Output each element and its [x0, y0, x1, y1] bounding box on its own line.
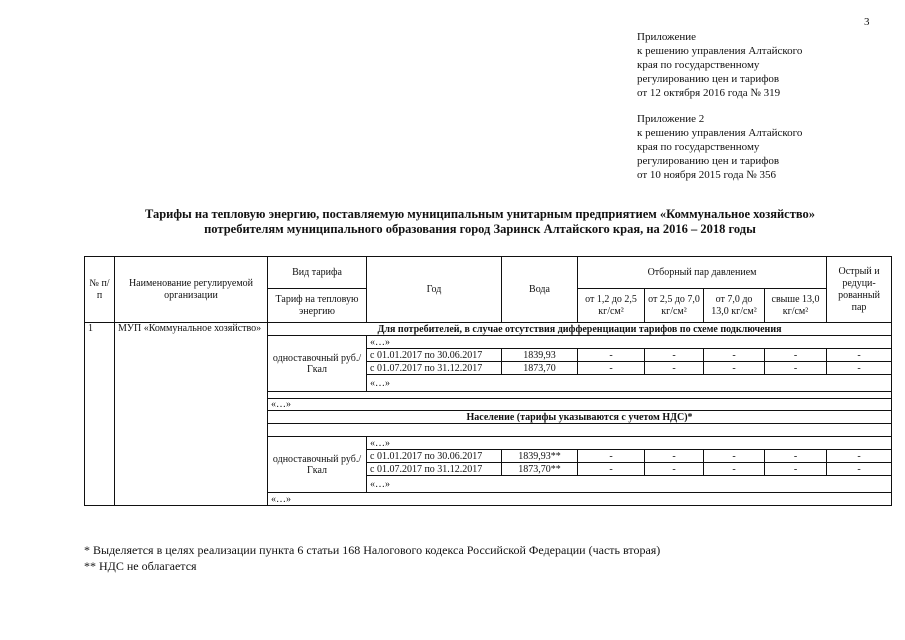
sharp-steam-cell: - — [827, 349, 892, 362]
org-name: МУП «Коммунальное хозяйство» — [115, 323, 268, 506]
pressure-1-cell: - — [578, 362, 645, 375]
section-2-ellipsis-bottom: «…» — [367, 476, 892, 493]
water-cell: 1873,70 — [502, 362, 578, 375]
spacer-cell — [268, 424, 892, 437]
header-year: Год — [367, 257, 502, 323]
appendix-1-line: от 12 октября 2016 года № 319 — [637, 87, 781, 99]
header-pressure-3: от 7,0 до 13,0 кг/см² — [704, 289, 765, 323]
header-tariff-sub: Тариф на тепловую энергию — [268, 289, 367, 323]
period-cell: с 01.01.2017 по 30.06.2017 — [367, 349, 502, 362]
row-number: 1 — [85, 323, 115, 506]
pressure-2-cell: - — [645, 362, 704, 375]
title-line-1: Тарифы на тепловую энергию, поставляемую муниципальным унитарным предприятием «Коммунальное хозяйство» — [144, 207, 816, 221]
header-water: Вода — [502, 257, 578, 323]
header-pressure-2: от 2,5 до 7,0 кг/см² — [645, 289, 704, 323]
appendix-2-line: регулированию цен и тарифов — [637, 155, 780, 167]
appendix-2-line: от 10 ноября 2015 года № 356 — [637, 169, 776, 181]
appendix-2-line: края по государственному — [637, 141, 760, 153]
pressure-1-cell: - — [578, 463, 645, 476]
period-cell: с 01.07.2017 по 31.12.2017 — [367, 463, 502, 476]
pressure-2-cell: - — [645, 450, 704, 463]
pressure-1-cell: - — [578, 450, 645, 463]
sharp-steam-cell: - — [827, 450, 892, 463]
pressure-4-cell: - — [765, 349, 827, 362]
title-line-2: потребителям муниципального образования город Заринск Алтайского края, на 2016 – 2018 годы — [204, 222, 756, 236]
footnote-vat-exempt: ** НДС не облагается — [84, 559, 197, 573]
sharp-steam-cell: - — [827, 463, 892, 476]
pressure-4-cell: - — [765, 463, 827, 476]
section-1-ellipsis-bottom: «…» — [367, 375, 892, 392]
water-cell: 1839,93 — [502, 349, 578, 362]
document-title — [80, 207, 880, 237]
header-sharp-steam: Острый и редуци-рованный пар — [827, 257, 892, 323]
section-2-title: Население (тарифы указываются с учетом НДС)* — [268, 411, 892, 424]
spacer-cell — [268, 392, 892, 399]
section-1-title-row — [85, 323, 892, 336]
section-2-tariff-label: одноставочный руб./Гкал — [268, 437, 367, 493]
pressure-3-cell: - — [704, 463, 765, 476]
section-1-ellipsis-top: «…» — [367, 336, 892, 349]
appendix-2-line: к решению управления Алтайского — [637, 127, 803, 139]
pressure-3-cell: - — [704, 349, 765, 362]
section-2-ellipsis-top: «…» — [367, 437, 892, 450]
pressure-4-cell: - — [765, 362, 827, 375]
header-pressure-4: свыше 13,0 кг/см² — [765, 289, 827, 323]
header-org: Наименование регулируемой организации — [115, 257, 268, 323]
appendix-1-line: регулированию цен и тарифов — [637, 73, 780, 85]
section-2-ellipsis-after: «…» — [268, 493, 892, 506]
appendix-1-line: к решению управления Алтайского — [637, 45, 803, 57]
water-cell: 1839,93** — [502, 450, 578, 463]
appendix-2-line: Приложение 2 — [637, 113, 705, 125]
pressure-4-cell: - — [765, 450, 827, 463]
header-num: № п/п — [85, 257, 115, 323]
header-tariff-type: Вид тарифа — [268, 257, 367, 289]
sharp-steam-cell: - — [827, 362, 892, 375]
header-pressure-1: от 1,2 до 2,5 кг/см² — [578, 289, 645, 323]
header-steam: Отборный пар давлением — [578, 257, 827, 289]
period-cell: с 01.07.2017 по 31.12.2017 — [367, 362, 502, 375]
footnote-vat-allocated: * Выделяется в целях реализации пункта 6 статьи 168 Налогового кодекса Российской Федерации (часть вторая) — [84, 543, 661, 557]
pressure-3-cell: - — [704, 362, 765, 375]
section-1-ellipsis-after: «…» — [268, 399, 892, 411]
period-cell: с 01.01.2017 по 30.06.2017 — [367, 450, 502, 463]
appendix-1-line: Приложение — [637, 31, 697, 43]
pressure-3-cell: - — [704, 450, 765, 463]
appendix-1-line: края по государственному — [637, 59, 760, 71]
appendix-2-header — [637, 112, 802, 182]
page-number: 3 — [864, 16, 870, 28]
appendix-1-header — [637, 30, 802, 100]
pressure-1-cell: - — [578, 349, 645, 362]
pressure-2-cell: - — [645, 349, 704, 362]
water-cell: 1873,70** — [502, 463, 578, 476]
section-1-title: Для потребителей, в случае отсутствия дифференциации тарифов по схеме подключения — [268, 323, 892, 336]
footnotes — [84, 542, 660, 574]
tariff-table — [84, 256, 892, 506]
section-1-tariff-label: одноставочный руб./Гкал — [268, 336, 367, 392]
pressure-2-cell: - — [645, 463, 704, 476]
header-row-1 — [85, 257, 892, 289]
